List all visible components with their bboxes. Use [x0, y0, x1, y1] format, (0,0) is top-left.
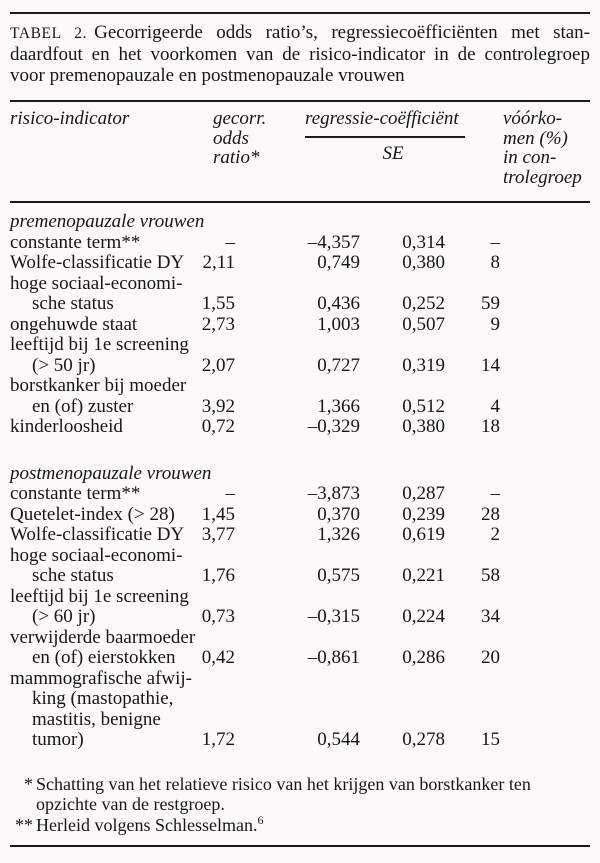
top-rule	[10, 12, 590, 14]
cell-risk-indicator: Wolfe-classificatie DY	[10, 524, 185, 545]
table-row	[10, 546, 590, 567]
cell-prevalence: 20	[481, 647, 500, 668]
cell-odds-ratio: 1,45	[201, 503, 235, 525]
cell-risk-indicator: borstkanker bij moeder	[10, 375, 187, 396]
footnote-marker: *	[24, 773, 33, 794]
cell-regression-coefficient: –3,873	[307, 483, 360, 504]
column-header-prevalence-line: in con-	[503, 147, 557, 168]
cell-regression-coefficient: 0,436	[317, 293, 360, 314]
table-row	[10, 710, 590, 731]
table-row	[10, 689, 590, 710]
cell-odds-ratio: 0,73	[201, 606, 235, 627]
cell-se: 0,286	[402, 647, 445, 668]
column-header-odds-ratio-line: gecorr.	[213, 108, 267, 129]
cell-risk-indicator: (> 60 jr)	[32, 606, 96, 627]
bottom-rule	[10, 845, 590, 847]
cell-risk-indicator: mammografische afwij-	[10, 667, 193, 689]
cell-regression-coefficient: –0,315	[307, 606, 360, 627]
cell-regression-coefficient: –0,861	[307, 647, 360, 668]
column-header-odds-ratio	[213, 109, 305, 187]
table-row	[10, 730, 590, 751]
table-row	[10, 294, 590, 315]
cell-risk-indicator: Wolfe-classificatie DY	[10, 252, 185, 273]
regression-coefficient-label: regressie-coëfficiënt	[305, 108, 459, 129]
cell-se: 0,319	[402, 354, 445, 376]
table-row	[10, 505, 590, 526]
cell-se: 0,221	[402, 565, 445, 586]
table-row	[10, 335, 590, 356]
cell-se: 0,239	[402, 503, 445, 525]
table-row	[10, 376, 590, 397]
cell-prevalence: 34	[481, 606, 500, 627]
cell-odds-ratio: –	[225, 231, 235, 253]
cell-regression-coefficient: –4,357	[307, 231, 360, 253]
table-row	[10, 315, 590, 336]
table-row	[10, 274, 590, 295]
table-body	[10, 212, 590, 751]
section-heading-row	[10, 212, 590, 233]
cell-se: 0,314	[402, 231, 445, 253]
cell-risk-indicator: leeftijd bij 1e screening	[10, 585, 189, 607]
column-header-odds-ratio-line: ratio*	[213, 147, 260, 168]
cell-risk-indicator: Quetelet-index (> 28)	[10, 503, 175, 525]
cell-risk-indicator: kinderloosheid	[10, 416, 123, 437]
cell-risk-indicator: sche status	[32, 565, 114, 586]
cell-risk-indicator: constante term**	[10, 231, 141, 253]
table-row	[10, 525, 590, 546]
cell-odds-ratio: 1,55	[201, 293, 235, 314]
cell-prevalence: –	[490, 231, 500, 253]
column-header-prevalence-line: men (%)	[503, 127, 568, 149]
section-heading-row	[10, 464, 590, 485]
cell-odds-ratio: 3,77	[201, 524, 235, 545]
footnote-text-line: opzichte van de restgroep.	[36, 794, 225, 814]
cell-risk-indicator: hoge sociaal-economi-	[10, 272, 183, 294]
cell-se: 0,224	[402, 606, 445, 627]
column-header-odds-ratio-line: odds	[213, 127, 249, 149]
cell-risk-indicator: ongehuwde staat	[10, 313, 138, 335]
cell-risk-indicator: constante term**	[10, 483, 141, 504]
table-title	[10, 22, 590, 86]
cell-risk-indicator: sche status	[32, 293, 114, 314]
cell-prevalence: 9	[490, 313, 500, 335]
cell-se: 0,507	[402, 313, 445, 335]
table-header	[10, 109, 590, 187]
cell-regression-coefficient: 0,575	[317, 565, 360, 586]
table-section	[10, 212, 590, 438]
table-row	[10, 587, 590, 608]
cell-risk-indicator: leeftijd bij 1e screening	[10, 334, 189, 355]
table-row	[10, 397, 590, 418]
regression-underline	[305, 136, 465, 138]
cell-prevalence: 4	[490, 395, 500, 417]
cell-odds-ratio: 0,72	[201, 416, 235, 437]
footnote-text	[36, 812, 590, 836]
cell-se: 0,252	[402, 293, 445, 314]
cell-odds-ratio: 2,11	[202, 252, 235, 273]
cell-regression-coefficient: 1,003	[317, 313, 360, 335]
cell-se: 0,619	[402, 524, 445, 545]
table-row	[10, 566, 590, 587]
title-text: Gecorrigeerde odds ratio’s, regressiecoëfficiënten met stan-	[94, 22, 590, 43]
cell-risk-indicator: mastitis, benigne	[32, 708, 161, 730]
cell-prevalence: 2	[490, 524, 500, 545]
cell-prevalence: 15	[481, 729, 500, 750]
table-row	[10, 417, 590, 438]
cell-odds-ratio: 1,76	[201, 565, 235, 586]
cell-odds-ratio: –	[225, 483, 235, 504]
cell-se: 0,380	[402, 252, 445, 273]
table-number-label: TABEL 2.	[10, 25, 88, 42]
cell-prevalence: 28	[481, 503, 500, 525]
column-header-regression-coefficient	[305, 109, 503, 187]
table-row	[10, 253, 590, 274]
footnote-marker: **	[15, 814, 33, 835]
column-header-se: SE	[382, 142, 404, 164]
cell-se: 0,512	[402, 395, 445, 417]
cell-risk-indicator: hoge sociaal-economi-	[10, 544, 183, 566]
column-header-prevalence-line: trolegroep	[503, 166, 582, 188]
cell-regression-coefficient: 1,326	[317, 524, 360, 545]
section-heading: premenopauzale vrouwen	[10, 211, 205, 232]
cell-risk-indicator: verwijderde baarmoeder	[10, 626, 196, 648]
cell-se: 0,287	[402, 483, 445, 504]
column-header-prevalence	[503, 109, 590, 187]
cell-risk-indicator: (> 50 jr)	[32, 354, 96, 376]
cell-regression-coefficient: –0,329	[307, 416, 360, 437]
cell-odds-ratio: 1,72	[201, 729, 235, 750]
cell-risk-indicator: en (of) zuster	[32, 395, 134, 417]
cell-odds-ratio: 0,42	[201, 647, 235, 668]
table-row	[10, 628, 590, 649]
footnote-text-line: Schatting van het relatieve risico van het krijgen van borstkanker ten	[36, 773, 531, 794]
cell-regression-coefficient: 0,370	[317, 503, 360, 525]
cell-prevalence: –	[490, 483, 500, 504]
section-heading: postmenopauzale vrouwen	[10, 462, 212, 484]
cell-prevalence: 14	[481, 354, 500, 376]
cell-odds-ratio: 2,73	[201, 313, 235, 335]
reference-superscript: 6	[257, 812, 264, 827]
cell-odds-ratio: 2,07	[201, 354, 235, 376]
cell-prevalence: 58	[481, 565, 500, 586]
cell-prevalence: 8	[490, 252, 500, 273]
cell-regression-coefficient: 1,366	[317, 395, 360, 417]
table-row	[10, 648, 590, 669]
column-header-prevalence-line: vóórko-	[503, 108, 563, 129]
cell-regression-coefficient: 0,727	[317, 354, 360, 376]
footnote-text-line: Herleid volgens Schlesselman.	[36, 814, 258, 835]
cell-odds-ratio: 3,92	[201, 395, 235, 417]
cell-risk-indicator: en (of) eierstokken	[32, 647, 176, 668]
cell-se: 0,380	[402, 416, 445, 437]
cell-se: 0,278	[402, 729, 445, 750]
footnote-single-asterisk	[10, 774, 590, 815]
table-row	[10, 669, 590, 690]
cell-regression-coefficient: 0,544	[317, 729, 360, 750]
title-separator-rule	[10, 100, 590, 102]
cell-risk-indicator: tumor)	[32, 729, 84, 750]
table-row	[10, 484, 590, 505]
column-header-risk-indicator: risico-indicator	[10, 108, 130, 129]
title-line: daardfout en het voorkomen van de risico-indicator in de controlegroep	[10, 44, 590, 65]
footnote-text	[36, 774, 590, 815]
cell-regression-coefficient: 0,749	[317, 252, 360, 273]
footnote-double-asterisk	[10, 812, 590, 836]
cell-prevalence: 59	[481, 293, 500, 314]
cell-risk-indicator: king (mastopathie,	[32, 688, 174, 709]
header-separator-rule	[10, 201, 590, 203]
title-line	[10, 22, 590, 44]
table-row	[10, 607, 590, 628]
title-line: voor premenopauzale en postmenopauzale vrouwen	[10, 65, 405, 86]
table-row	[10, 233, 590, 254]
footnotes	[10, 774, 590, 836]
table-section	[10, 464, 590, 751]
cell-prevalence: 18	[481, 416, 500, 437]
table-row	[10, 356, 590, 377]
